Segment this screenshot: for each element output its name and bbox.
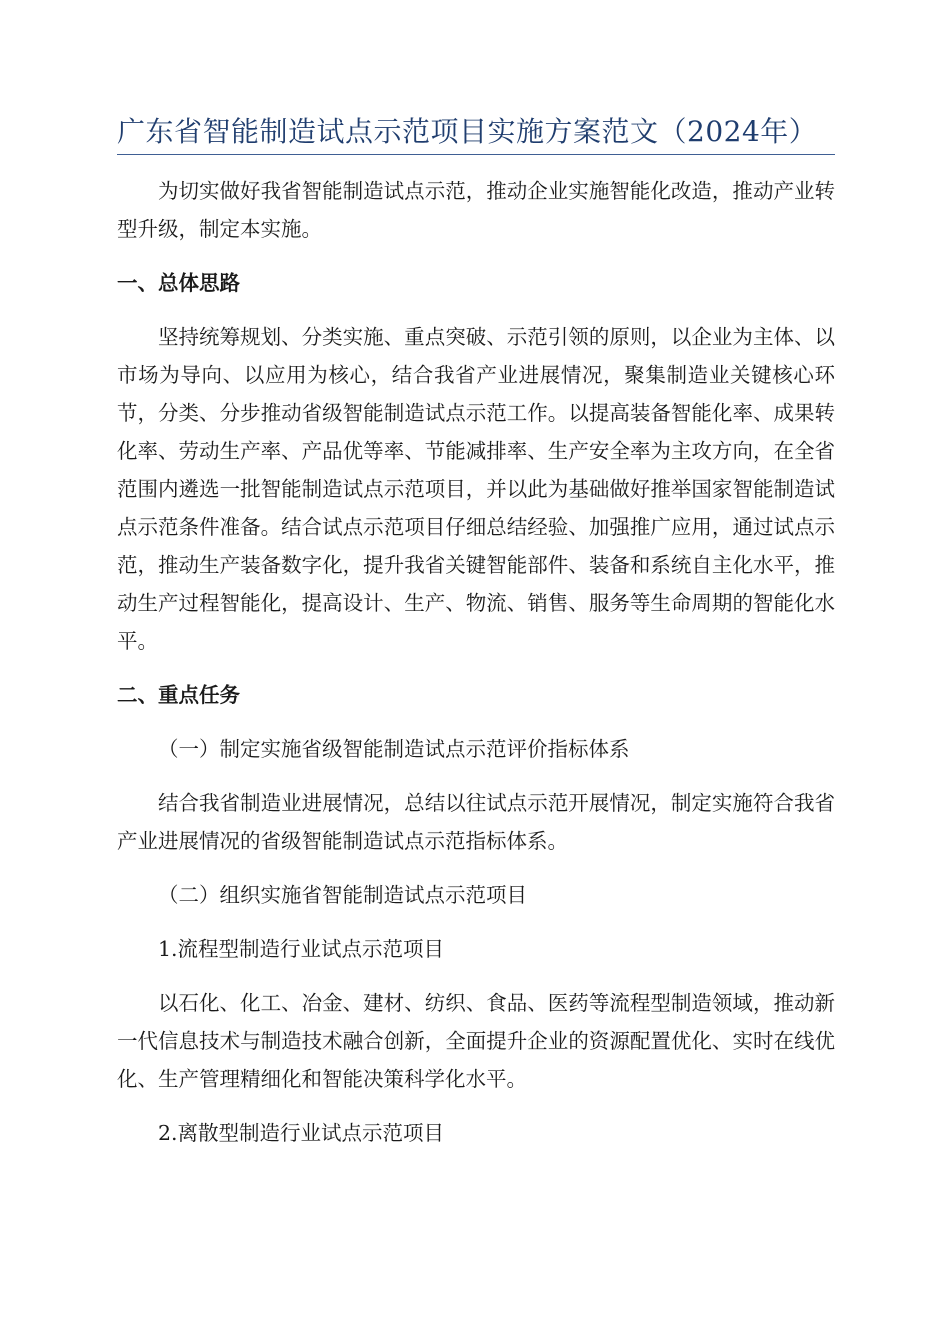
section-paragraph-overall-approach: 坚持统筹规划、分类实施、重点突破、示范引领的原则，以企业为主体、以市场为导向、以应用为核心，结合我省产业进展情况，聚集制造业关键核心环节，分类、分步推动省级智能制造试点示范工作。以提高装备智能化率、成果转化率、劳动生产率、产品优等率、节能减排率、生产安全率为主攻方向，在全省范围内遴选一批智能制造试点示范项目，并以此为基础做好推举国家智能制造试点示范条件准备。结合试点示范项目仔细总结经验、加强推广应用，通过试点示范，推动生产装备数字化，提升我省关键智能部件、装备和系统自主化水平，推动生产过程智能化，提高设计、生产、物流、销售、服务等生命周期的智能化水平。	[117, 325, 835, 653]
section-heading-overall-approach: 一、总体思路	[117, 271, 240, 295]
document-title: 广东省智能制造试点示范项目实施方案范文（2024年）	[117, 115, 818, 148]
title-underline	[117, 154, 835, 155]
document-body	[117, 172, 835, 1152]
item-title-process-manufacturing: 1.流程型制造行业试点示范项目	[158, 937, 445, 961]
intro-paragraph: 为切实做好我省智能制造试点示范，推动企业实施智能化改造，推动产业转型升级，制定本实施。	[117, 179, 835, 241]
subsection-title-pilot-projects: （二）组织实施省智能制造试点示范项目	[158, 883, 527, 907]
subsection-title-evaluation-system: （一）制定实施省级智能制造试点示范评价指标体系	[158, 737, 630, 761]
section-heading-key-tasks: 二、重点任务	[117, 683, 240, 707]
item-paragraph-process-manufacturing: 以石化、化工、冶金、建材、纺织、食品、医药等流程型制造领域，推动新一代信息技术与制造技术融合创新，全面提升企业的资源配置优化、实时在线优化、生产管理精细化和智能决策科学化水平。	[117, 991, 835, 1091]
item-title-discrete-manufacturing: 2.离散型制造行业试点示范项目	[158, 1121, 445, 1145]
subsection-paragraph-evaluation-system: 结合我省制造业进展情况，总结以往试点示范开展情况，制定实施符合我省产业进展情况的省级智能制造试点示范指标体系。	[117, 791, 835, 853]
